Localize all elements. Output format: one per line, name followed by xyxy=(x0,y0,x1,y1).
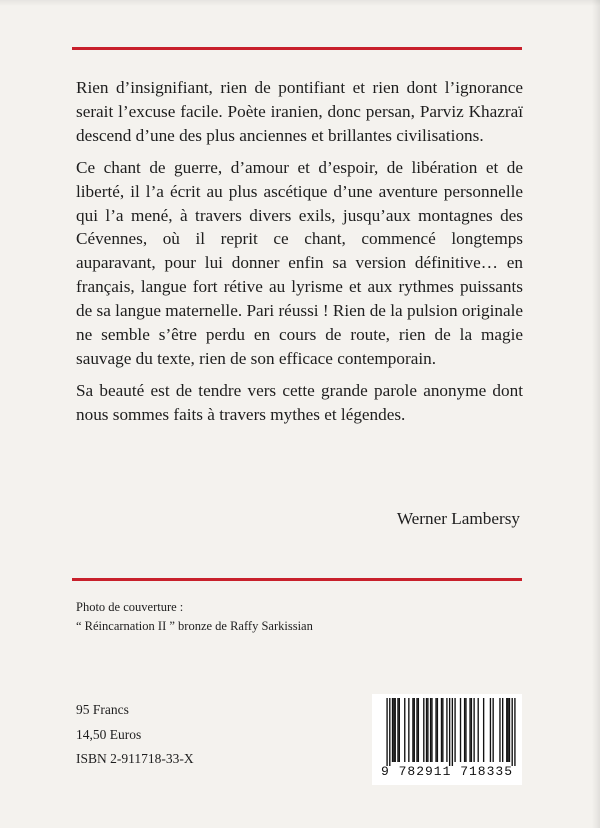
barcode-bar xyxy=(441,698,442,762)
barcode-bar xyxy=(490,698,491,762)
author-signature: Werner Lambersy xyxy=(396,509,520,528)
bottom-red-rule xyxy=(72,578,522,581)
barcode-bar xyxy=(416,698,417,762)
barcode-bar xyxy=(449,698,450,766)
top-red-rule xyxy=(72,47,522,50)
blurb-paragraph-2: Ce chant de guerre, d’amour et d’espoir, de libération et de liberté, il l’a écrit au plus ascétique d’une aventure personnelle qui l’a mené, à travers divers exils, jusqu’aux montagnes des Cévennes, où il reprit ce chant, commencé longtemps auparavant, pour lui donner enfin sa version définitive… en français, langue fort rétive au lyrisme et aux rythmes puissants de sa langue maternelle. Pari réussi ! Rien de la pulsion originale ne semble s’être perdu en cours de route, rien de la magie sauvage du texte, rien de son efficace contemporain. xyxy=(76,157,523,368)
barcode-bar xyxy=(506,698,507,762)
credit-heading: Photo de couverture : xyxy=(76,600,184,614)
isbn-number: ISBN 2-911718-33-X xyxy=(76,751,194,766)
barcode-bar xyxy=(492,698,493,762)
barcode-bar xyxy=(442,698,443,762)
barcode-bar xyxy=(397,698,398,762)
barcode-bar xyxy=(392,698,393,762)
blurb-paragraph-1: Rien d’insignifiant, rien de pontifiant et rien dont l’ignorance serait l’excuse facile. Poète iranien, donc persan, Parviz Khazraï descend d’une des plus anciennes et brillantes civilisations. xyxy=(76,78,523,145)
barcode-bar xyxy=(509,698,510,762)
barcode-bar xyxy=(404,698,405,762)
barcode-bar xyxy=(437,698,438,762)
price-block xyxy=(76,698,194,772)
barcode-bar xyxy=(499,698,500,762)
barcode-bar xyxy=(460,698,461,762)
barcode-bar xyxy=(446,698,447,762)
barcode-bar xyxy=(426,698,427,762)
barcode-bar xyxy=(393,698,394,762)
barcode-bar xyxy=(386,698,387,766)
barcode-bars xyxy=(372,694,522,766)
credit-detail: “ Réincarnation II ” bronze de Raffy Sarkissian xyxy=(76,619,313,633)
barcode xyxy=(372,694,522,785)
barcode-bar xyxy=(454,698,455,762)
barcode-bar xyxy=(423,698,424,762)
barcode-bar xyxy=(412,698,413,762)
price-francs: 95 Francs xyxy=(76,702,129,717)
barcode-bar xyxy=(512,698,513,766)
barcode-bar xyxy=(418,698,419,762)
barcode-bar xyxy=(514,698,515,766)
blurb-paragraph-3: Sa beauté est de tendre vers cette grande parole anonyme dont nous sommes faits à travers mythes et légendes. xyxy=(76,380,523,424)
barcode-bar xyxy=(473,698,474,762)
top-shadow xyxy=(0,0,600,6)
price-euros: 14,50 Euros xyxy=(76,726,142,742)
barcode-bar xyxy=(430,698,431,762)
blurb-text xyxy=(76,76,523,435)
barcode-bar xyxy=(435,698,436,762)
right-edge-shadow xyxy=(592,0,600,828)
barcode-bar xyxy=(464,698,465,762)
barcode-bar xyxy=(478,698,479,762)
barcode-bar xyxy=(414,698,415,762)
barcode-bar xyxy=(399,698,400,762)
barcode-bar xyxy=(452,698,453,766)
barcode-bar xyxy=(431,698,432,762)
barcode-bar xyxy=(502,698,503,762)
cover-photo-credit xyxy=(76,598,313,636)
barcode-bar xyxy=(389,698,390,766)
barcode-digits: 9 782911 718335 xyxy=(380,764,514,779)
barcode-bar xyxy=(465,698,466,762)
barcode-bar xyxy=(483,698,484,762)
barcode-bar xyxy=(507,698,508,762)
barcode-bar xyxy=(471,698,472,762)
barcode-bar xyxy=(395,698,396,762)
barcode-bar xyxy=(408,698,409,762)
barcode-bar xyxy=(469,698,470,762)
barcode-bar xyxy=(427,698,428,762)
